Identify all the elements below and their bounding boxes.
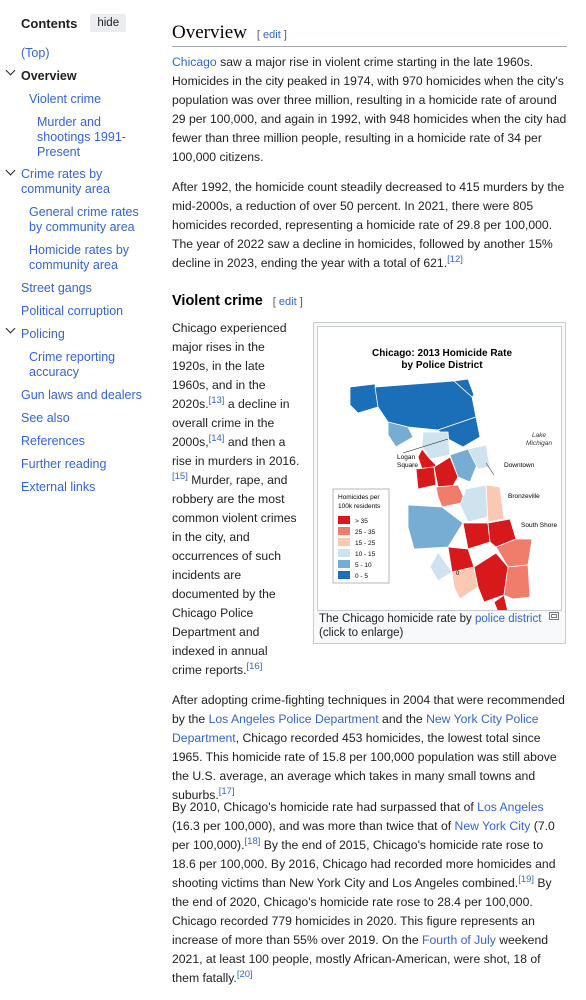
paragraph-2010: By 2010, Chicago's homicide rate had surpassed that of Los Angeles (16.3 per 100,000), and was more than twice that of New York City (7.0 per 100,000).[18] By the end of 2015, Chicago's homicide rate rose to 18.6 per 100,000. By 2016, Chicago had recorded more homicides and shooting victims than New York City and Los Angeles combined.[19] By the end of 2020, Chicago's homicide rate rose to 28.4 per 100,000. Chicago recorded 779 homicides in 2020. This figure represents an increase of more than 55% over 2019. On the Fourth of July weekend 2021, at least 100 people, mostly African-American, were shot, 18 of them fatally.[20] [172, 800, 556, 985]
section-title: Violent crime [172, 293, 263, 309]
legend-label: 25 - 35 [355, 529, 376, 536]
district-region [460, 485, 488, 522]
paragraph-violent-crime: Chicago experienced major rises in the 1920s, in the late 1960s, and in the 2020s.[13] a decline in overall crime in the 2000s,[14] and then a rise in murders in 2016.[15] Murder, rape, and robbery are the most common violent crimes in the city, and occurrences of such incidents are documented by the Chicago Police Department and indexed in annual crime reports.[16] [172, 321, 300, 677]
chevron-down-icon[interactable] [6, 66, 16, 76]
logan-square-label: Logan [397, 454, 416, 461]
toc-hide-button[interactable]: hide [90, 14, 126, 32]
paragraph-overview-2: After 1992, the homicide count steadily decreased to 415 murders by the mid-2000s, a reduction of over 50 percent. In 2021, there were 805 homicides recorded, representing a homicide rate of 29.8 per 100,000. The year of 2022 saw a decline in homicides, followed by another 15% decline in 2023, ending the year with a total of 621.[12] [172, 180, 565, 270]
toc-item-external-links[interactable]: External links [21, 480, 96, 494]
homicide-map-figure [313, 322, 566, 644]
bronzeville-label: Bronzeville [508, 493, 540, 500]
district-region [504, 565, 530, 599]
district-region [408, 505, 463, 549]
district-region [350, 384, 378, 413]
edit-link[interactable]: edit [278, 296, 297, 308]
citation-link[interactable]: [19] [518, 873, 535, 885]
link-los-angeles[interactable]: Los Angeles [477, 800, 544, 814]
section-heading-violent-crime [172, 293, 303, 309]
district-region [463, 523, 490, 549]
toc-item-further-reading[interactable]: Further reading [21, 457, 107, 471]
citation-link[interactable]: [14] [208, 432, 225, 444]
citation-link[interactable]: [16] [246, 660, 263, 672]
legend-swatch [338, 538, 350, 546]
toc-title: Contents [21, 15, 78, 31]
edit-section-link[interactable]: [ edit ] [256, 29, 287, 41]
district-region [474, 553, 508, 602]
heading-divider [172, 46, 567, 47]
toc-item-overview[interactable]: Overview [21, 69, 77, 83]
link-new-york-city[interactable]: New York City [454, 819, 531, 833]
citation-link[interactable]: [17] [218, 785, 235, 797]
toc-item-references[interactable]: References [21, 434, 85, 448]
legend-label: 15 - 25 [355, 540, 376, 547]
link-police-district[interactable]: police district [474, 613, 542, 625]
legend-title: 100k residents [338, 503, 381, 510]
paragraph-lapd: After adopting crime-fighting techniques in 2004 that were recommended by the Los Angeles Police Department and the New York City Police Department, Chicago recorded 453 homicides, the lowest total since 1965. This homicide rate of 15.8 per 100,000 population was still above the U.S. average, an average which takes in many small towns and suburbs.[17] [172, 693, 565, 802]
toc-item-top[interactable]: (Top) [21, 46, 50, 60]
citation-link[interactable]: [12] [447, 253, 463, 265]
homicide-map-image[interactable] [317, 326, 562, 611]
toc-item-homicide-rates[interactable]: Homicide rates by community area [29, 243, 130, 272]
citation-link[interactable]: [18] [244, 835, 261, 847]
toc-item-policing[interactable]: Policing [21, 327, 65, 341]
district-region [416, 467, 436, 489]
legend-label: 0 - 5 [355, 573, 369, 580]
lake-label: Michigan [525, 440, 553, 447]
citation-link[interactable]: [13] [208, 394, 225, 406]
toc-item-street-gangs[interactable]: Street gangs [21, 281, 92, 295]
legend-swatch [338, 527, 350, 535]
toc-item-crime-rates[interactable]: Crime rates by community area [21, 167, 110, 196]
enlarge-icon[interactable] [549, 612, 559, 620]
chevron-down-icon[interactable] [6, 324, 16, 334]
figure-caption: The Chicago homicide rate by police district (click to enlarge) [319, 613, 542, 639]
link-chicago[interactable]: Chicago [172, 55, 217, 69]
south-shore-label: South Shore [521, 522, 558, 529]
toc-item-gun-laws[interactable]: Gun laws and dealers [21, 388, 142, 402]
district-region [430, 552, 452, 581]
legend-swatch [338, 516, 350, 524]
map-svg [318, 327, 561, 610]
legend-swatch [338, 571, 350, 579]
district-region [486, 485, 504, 522]
legend-label: 10 - 15 [355, 551, 376, 558]
logan-square-label: Square [397, 462, 418, 469]
lake-label: Lake [531, 432, 547, 439]
toc-item-violent-crime[interactable]: Violent crime [29, 92, 102, 106]
toc-item-murder-shootings[interactable]: Murder and shootings 1991-Present [37, 115, 126, 159]
downtown-label: Downtown [504, 462, 535, 469]
legend-label: 5 - 10 [355, 562, 372, 569]
toc-item-political-corruption[interactable]: Political corruption [21, 304, 124, 318]
toc-item-general-crime-rates[interactable]: General crime rates by community area [29, 205, 139, 234]
zero-label: 0 [456, 571, 460, 577]
link-nypd[interactable]: New York City Police Department [172, 712, 539, 745]
citation-link[interactable]: [20] [236, 968, 253, 980]
legend-swatch [338, 549, 350, 557]
section-title: Overview [172, 22, 247, 43]
legend-title: Homicides per [338, 494, 380, 501]
toc-header [21, 14, 126, 32]
citation-link[interactable]: [15] [172, 470, 188, 482]
legend-swatch [338, 560, 350, 568]
chevron-down-icon[interactable] [6, 166, 16, 176]
map-title: Chicago: 2013 Homicide Rate [371, 348, 513, 359]
edit-section-link[interactable]: [ edit ] [272, 296, 303, 308]
link-lapd[interactable]: Los Angeles Police Department [208, 712, 379, 726]
legend-label: > 35 [355, 518, 368, 525]
toc-item-crime-reporting[interactable]: Crime reporting accuracy [29, 350, 116, 379]
edit-link[interactable]: edit [263, 29, 281, 41]
toc-item-see-also[interactable]: See also [21, 411, 70, 425]
paragraph-overview-1: Chicago saw a major rise in violent crime starting in the late 1960s. Homicides in the city peaked in 1974, with 970 homicides when the city's population was over three million, resulting in a homicide rate of around 29 per 100,000, and again in 1992, with 948 homicides when the city had fewer than three million people, resulting in a homicide rate of 34 per 100,000 citizens. [172, 55, 567, 164]
link-fourth-of-july[interactable]: Fourth of July [422, 933, 496, 947]
section-heading-overview [172, 22, 287, 44]
map-subtitle: by Police District [401, 360, 483, 371]
map-legend [333, 489, 389, 583]
